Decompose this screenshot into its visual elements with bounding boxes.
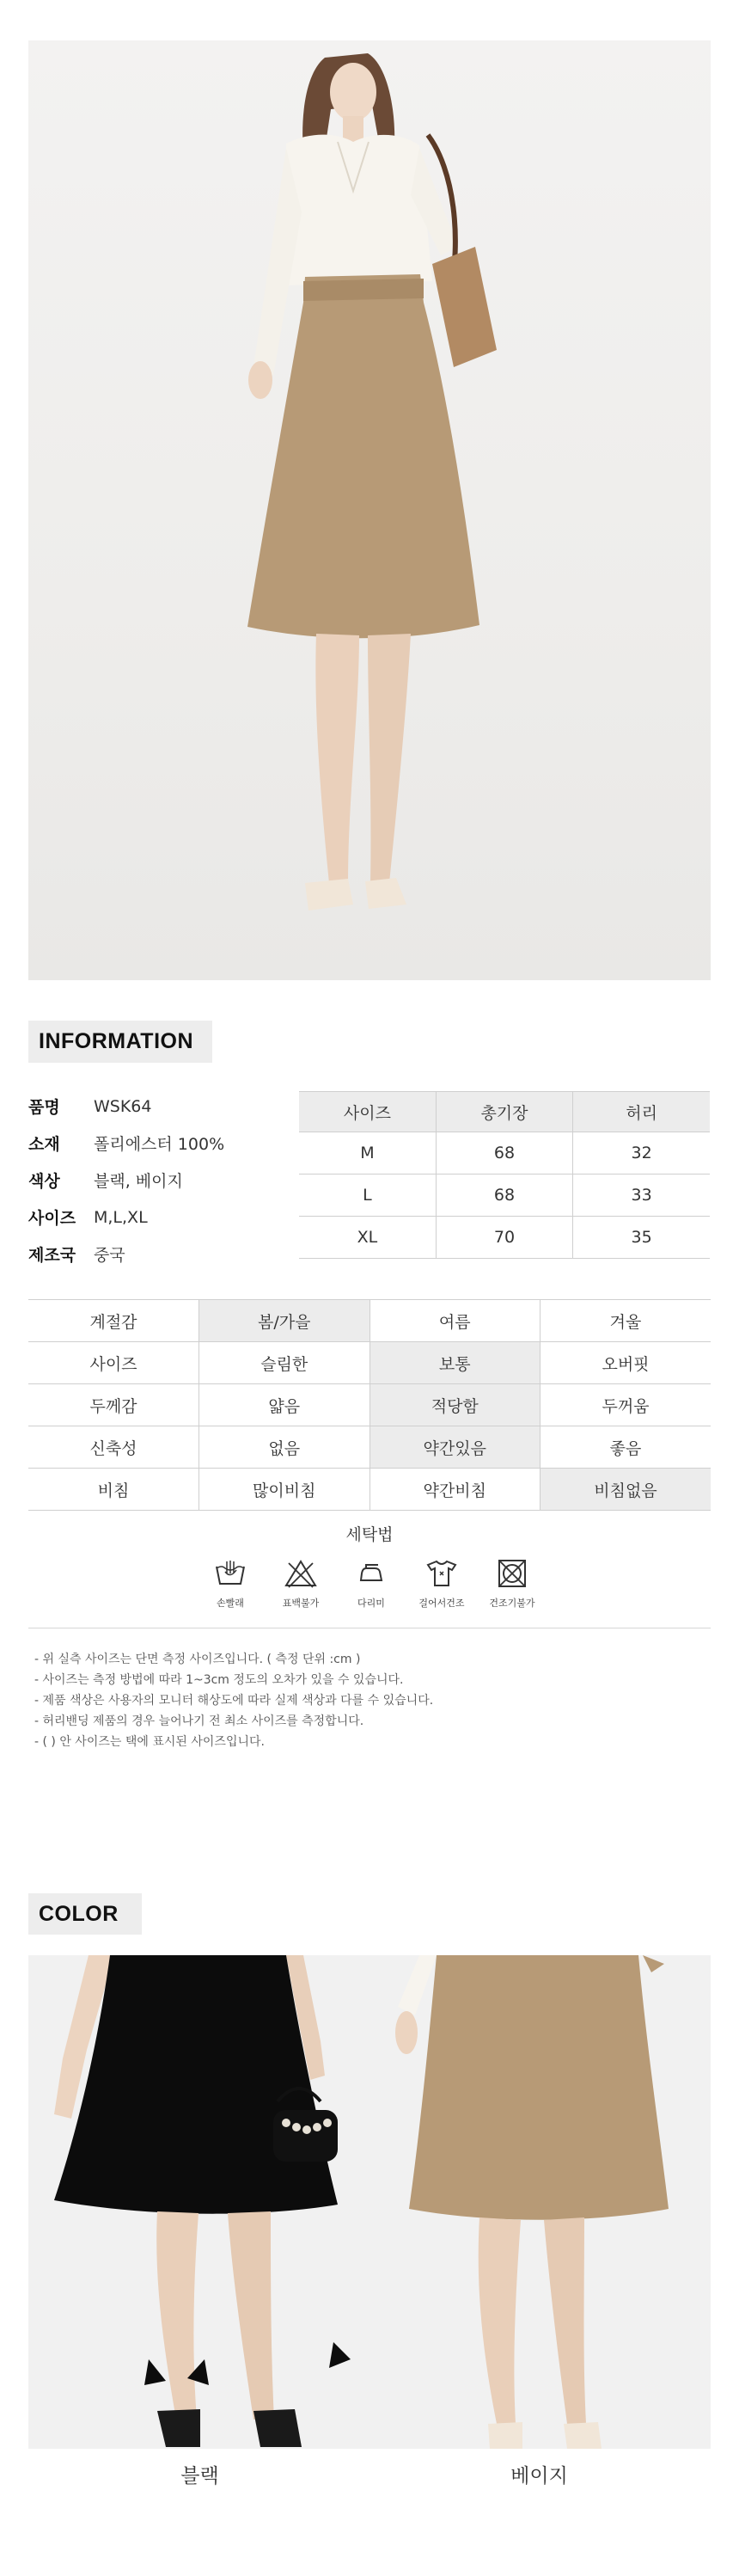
size-header-cell: 사이즈 (299, 1092, 436, 1132)
spec-value: 폴리에스터 100% (94, 1135, 225, 1154)
size-notes (34, 1649, 705, 1752)
color-label-black: 블랙 (180, 2465, 219, 2487)
fit-feature-table (28, 1299, 711, 1511)
hand-wash-icon (213, 1558, 247, 1589)
color-heading: COLOR (28, 1893, 142, 1935)
fit-cell: 신축성 (28, 1426, 199, 1469)
spec-row-product-name (28, 1088, 278, 1125)
size-table-row (299, 1175, 710, 1217)
care-item (340, 1558, 402, 1610)
note-line: - 사이즈는 측정 방법에 따라 1~3cm 정도의 오차가 있을 수 있습니다. (34, 1673, 404, 1687)
fit-cell: 적당함 (370, 1384, 541, 1426)
color-swatch-black-photo (28, 1955, 371, 2449)
fit-cell: 비침없음 (541, 1469, 712, 1511)
fit-cell: 두께감 (28, 1384, 199, 1426)
fit-row-size (28, 1342, 711, 1384)
spec-value: 블랙, 베이지 (94, 1172, 183, 1191)
spec-key: 품명 (28, 1098, 60, 1117)
care-icon-row (199, 1558, 543, 1610)
note-line: - 위 실측 사이즈는 단면 측정 사이즈입니다. ( 측정 단위 :cm ) (34, 1653, 361, 1666)
fit-cell: 많이비침 (199, 1469, 370, 1511)
size-cell: 68 (436, 1132, 572, 1175)
size-cell: 33 (573, 1175, 710, 1217)
care-item (270, 1558, 332, 1610)
size-cell: XL (299, 1217, 436, 1259)
care-label: 다리미 (357, 1598, 385, 1609)
black-skirt-illustration (28, 1955, 371, 2449)
fit-cell: 비침 (28, 1469, 199, 1511)
size-cell: L (299, 1175, 436, 1217)
color-label-beige: 베이지 (510, 2465, 568, 2487)
care-title: 세탁법 (345, 1525, 394, 1544)
spec-value: WSK64 (94, 1096, 152, 1116)
spec-key: 색상 (28, 1172, 60, 1191)
fit-cell: 약간있음 (370, 1426, 541, 1469)
spec-row-country (28, 1236, 278, 1273)
size-table-row (299, 1217, 710, 1259)
spec-key: 사이즈 (28, 1209, 76, 1228)
fit-cell: 여름 (370, 1300, 541, 1342)
note-line: - 제품 색상은 사용자의 모니터 해상도에 따라 실제 색상과 다를 수 있습니다. (34, 1694, 434, 1708)
iron-icon (354, 1558, 388, 1589)
size-table (299, 1091, 710, 1259)
size-header-cell: 총기장 (436, 1092, 572, 1132)
no-bleach-icon (284, 1558, 318, 1589)
fit-cell: 사이즈 (28, 1342, 199, 1384)
fit-cell: 겨울 (541, 1300, 712, 1342)
size-cell: 68 (436, 1175, 572, 1217)
care-label: 건조기불가 (489, 1598, 535, 1609)
fit-cell: 두꺼움 (541, 1384, 712, 1426)
size-cell: 32 (573, 1132, 710, 1175)
fit-cell: 보통 (370, 1342, 541, 1384)
color-swatch-beige-photo (368, 1955, 711, 2449)
care-label: 표백불가 (282, 1598, 320, 1609)
care-item (411, 1558, 473, 1610)
fit-cell: 계절감 (28, 1300, 199, 1342)
hero-product-photo (28, 40, 711, 980)
fit-cell: 없음 (199, 1426, 370, 1469)
fit-row-sheerness (28, 1469, 711, 1511)
care-item (199, 1558, 261, 1610)
spec-list (28, 1088, 278, 1273)
note-line: - ( ) 안 사이즈는 택에 표시된 사이즈입니다. (34, 1735, 265, 1749)
fit-cell: 슬림한 (199, 1342, 370, 1384)
fit-cell: 봄/가을 (199, 1300, 370, 1342)
spec-row-size (28, 1199, 278, 1236)
note-line: - 허리밴딩 제품의 경우 늘어나기 전 최소 사이즈를 측정합니다. (34, 1714, 364, 1728)
fit-cell: 좋음 (541, 1426, 712, 1469)
size-header-cell: 허리 (573, 1092, 710, 1132)
fit-row-thickness (28, 1384, 711, 1426)
spec-key: 소재 (28, 1135, 60, 1154)
spec-row-material (28, 1125, 278, 1162)
size-cell: 35 (573, 1217, 710, 1259)
beige-skirt-illustration (368, 1955, 711, 2449)
spec-value: M,L,XL (94, 1207, 148, 1227)
size-cell: M (299, 1132, 436, 1175)
hang-dry-icon (424, 1558, 459, 1589)
care-item (481, 1558, 543, 1610)
model-illustration (28, 40, 711, 980)
fit-cell: 오버핏 (541, 1342, 712, 1384)
care-label: 걸어서건조 (418, 1598, 465, 1609)
fit-row-season (28, 1300, 711, 1342)
size-table-row (299, 1132, 710, 1175)
fit-row-stretch (28, 1426, 711, 1469)
size-table-header-row (299, 1092, 710, 1132)
information-heading: INFORMATION (28, 1021, 212, 1063)
size-cell: 70 (436, 1217, 572, 1259)
no-tumble-dry-icon (495, 1558, 529, 1589)
care-label: 손빨래 (217, 1598, 244, 1609)
spec-value: 중국 (94, 1246, 125, 1265)
fit-cell: 얇음 (199, 1384, 370, 1426)
spec-key: 제조국 (28, 1246, 76, 1265)
spec-row-color (28, 1162, 278, 1199)
fit-cell: 약간비침 (370, 1469, 541, 1511)
